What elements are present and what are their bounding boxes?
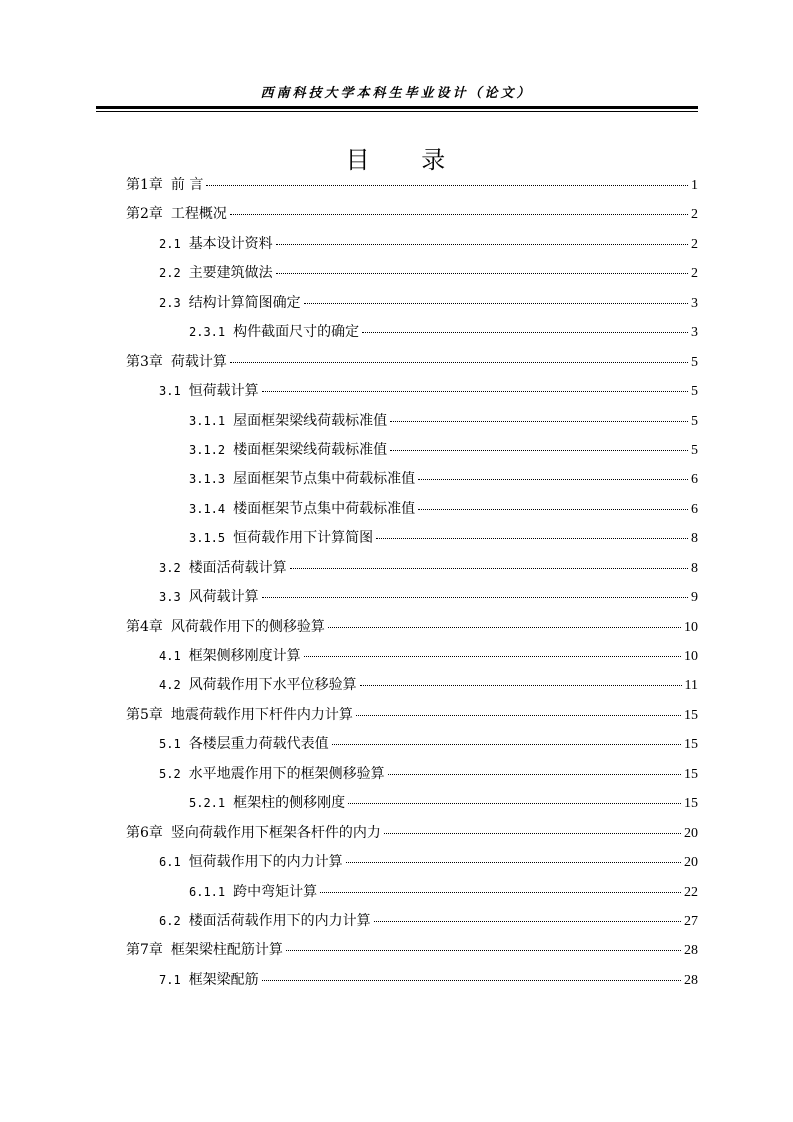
toc-entry-label: 竖向荷载作用下框架各杆件的内力 [170, 824, 381, 841]
toc-dot-leader [348, 803, 681, 804]
toc-dot-leader [362, 332, 688, 333]
toc-dot-leader [388, 774, 681, 775]
toc-entry-page-number: 1 [691, 178, 698, 193]
toc-entry[interactable] [126, 645, 698, 674]
toc-entry[interactable] [126, 174, 698, 203]
toc-entry-page-number: 10 [684, 619, 698, 635]
toc-entry[interactable] [126, 969, 698, 998]
toc-dot-leader [320, 892, 681, 893]
toc-entry-label: 风荷载作用下的侧移验算 [170, 618, 325, 635]
toc-entry-number: 第5章 [126, 706, 163, 723]
toc-entry[interactable] [126, 321, 698, 350]
toc-entry-label: 楼面框架节点集中荷载标准值 [233, 500, 416, 517]
toc-entry[interactable] [126, 498, 698, 527]
toc-entry[interactable] [126, 733, 698, 762]
toc-entry-label: 恒荷载计算 [188, 383, 259, 400]
toc-entry-label: 主要建筑做法 [188, 265, 273, 282]
toc-entry-number: 5.2 [159, 766, 181, 781]
toc-dot-leader [262, 391, 688, 392]
toc-entry-number: 5.1 [159, 737, 181, 752]
toc-entry-label: 荷载计算 [170, 353, 227, 370]
toc-entry[interactable] [126, 468, 698, 497]
toc-entry-number: 3.1.5 [189, 531, 226, 546]
toc-entry[interactable] [126, 616, 698, 645]
toc-dot-leader [332, 744, 681, 745]
toc-entry[interactable] [126, 262, 698, 291]
toc-dot-leader [206, 185, 688, 186]
toc-entry-page-number: 9 [691, 590, 698, 606]
toc-entry[interactable] [126, 380, 698, 409]
toc-entry-page-number: 8 [691, 531, 698, 547]
toc-entry-label: 恒荷载作用下的内力计算 [188, 854, 343, 871]
toc-entry-number: 3.2 [159, 560, 181, 575]
toc-entry[interactable] [126, 439, 698, 468]
toc-entry-label: 屋面框架节点集中荷载标准值 [233, 471, 416, 488]
toc-entry[interactable] [126, 233, 698, 262]
toc-entry-page-number: 5 [691, 384, 698, 400]
table-of-contents [126, 174, 698, 998]
toc-dot-leader [304, 656, 681, 657]
toc-entry-page-number: 2 [691, 236, 698, 252]
toc-dot-leader [262, 597, 688, 598]
toc-entry-number: 第1章 [126, 177, 163, 193]
toc-dot-leader [418, 509, 688, 510]
toc-entry-label: 屋面框架梁线荷载标准值 [233, 412, 388, 429]
header-rule-thick [96, 106, 698, 109]
toc-entry-page-number: 20 [684, 855, 698, 871]
toc-entry[interactable] [126, 881, 698, 910]
toc-dot-leader [360, 685, 682, 686]
toc-entry-number: 6.1.1 [189, 884, 226, 899]
toc-entry-page-number: 5 [691, 442, 698, 458]
toc-entry-page-number: 15 [684, 707, 698, 723]
toc-entry-label: 楼面活荷载计算 [188, 559, 287, 576]
toc-entry-number: 2.2 [159, 266, 181, 281]
toc-entry-label: 跨中弯矩计算 [233, 883, 318, 900]
toc-entry[interactable] [126, 203, 698, 232]
toc-dot-leader [328, 627, 681, 628]
toc-dot-leader [276, 244, 688, 245]
toc-entry-number: 3.1 [159, 384, 181, 399]
toc-entry[interactable] [126, 586, 698, 615]
toc-entry-number: 第3章 [126, 353, 163, 370]
toc-entry-number: 6.1 [159, 855, 181, 870]
toc-entry-number: 第4章 [126, 618, 163, 635]
toc-dot-leader [346, 862, 681, 863]
toc-entry-page-number: 15 [684, 766, 698, 782]
toc-dot-leader [230, 214, 688, 215]
toc-entry-page-number: 15 [684, 737, 698, 753]
header-rule-thin [96, 111, 698, 112]
toc-dot-leader [290, 568, 688, 569]
toc-dot-leader [286, 950, 681, 951]
toc-dot-leader [384, 833, 681, 834]
toc-entry-page-number: 28 [684, 943, 698, 959]
toc-entry-label: 框架梁柱配筋计算 [170, 942, 283, 959]
toc-entry-label: 水平地震作用下的框架侧移验算 [188, 765, 385, 782]
toc-entry-number: 4.1 [159, 649, 181, 663]
toc-entry-number: 第6章 [126, 824, 163, 841]
toc-entry-page-number: 22 [684, 884, 698, 900]
toc-dot-leader [276, 273, 688, 274]
toc-entry-page-number: 28 [684, 972, 698, 988]
toc-entry-label: 各楼层重力荷载代表值 [188, 736, 329, 753]
toc-entry-label: 楼面框架梁线荷载标准值 [233, 441, 388, 458]
toc-entry-number: 5.2.1 [189, 796, 226, 811]
toc-entry-number: 3.1.3 [189, 472, 226, 487]
toc-entry[interactable] [126, 763, 698, 792]
toc-entry-page-number: 11 [684, 678, 698, 694]
toc-entry-number: 7.1 [159, 972, 181, 987]
toc-entry-label: 风荷载作用下水平位移验算 [188, 677, 357, 694]
toc-entry-page-number: 6 [691, 501, 698, 517]
toc-entry[interactable] [126, 557, 698, 586]
toc-entry[interactable] [126, 410, 698, 439]
toc-entry-number: 3.1.4 [189, 501, 226, 516]
toc-entry-number: 3.3 [159, 590, 181, 605]
toc-entry-page-number: 2 [691, 266, 698, 282]
toc-entry-number: 2.1 [159, 236, 181, 251]
toc-entry-page-number: 8 [691, 560, 698, 576]
toc-dot-leader [390, 450, 688, 451]
toc-entry-number: 3.1.1 [189, 413, 226, 428]
toc-entry-page-number: 3 [691, 325, 698, 341]
toc-dot-leader [356, 715, 681, 716]
toc-entry-page-number: 27 [684, 913, 698, 929]
toc-entry-page-number: 10 [684, 649, 698, 664]
toc-entry-page-number: 15 [684, 796, 698, 812]
document-header-title: 西南科技大学本科生毕业设计（论文） [260, 86, 533, 101]
toc-entry-number: 第2章 [126, 206, 163, 223]
toc-entry-page-number: 6 [691, 472, 698, 488]
toc-entry-number: 3.1.2 [189, 442, 226, 457]
toc-dot-leader [304, 303, 688, 304]
toc-entry-label: 风荷载计算 [188, 589, 259, 606]
toc-entry-label: 框架侧移刚度计算 [188, 648, 301, 664]
toc-dot-leader [376, 538, 688, 539]
toc-entry-label: 构件截面尺寸的确定 [233, 324, 360, 341]
toc-entry-page-number: 5 [691, 354, 698, 370]
toc-entry[interactable] [126, 792, 698, 821]
toc-entry[interactable] [126, 527, 698, 556]
toc-dot-leader [262, 980, 681, 981]
toc-entry-number: 2.3.1 [189, 325, 226, 340]
toc-entry[interactable] [126, 292, 698, 321]
toc-entry[interactable] [126, 704, 698, 733]
toc-entry-label: 工程概况 [170, 206, 227, 223]
toc-dot-leader [374, 921, 681, 922]
toc-entry-label: 地震荷载作用下杆件内力计算 [170, 706, 353, 723]
toc-entry-number: 6.2 [159, 913, 181, 928]
toc-entry-page-number: 20 [684, 825, 698, 841]
toc-entry[interactable] [126, 851, 698, 880]
toc-entry-page-number: 2 [691, 207, 698, 223]
toc-entry-label: 前 言 [170, 177, 204, 193]
toc-entry[interactable] [126, 351, 698, 380]
toc-entry[interactable] [126, 822, 698, 851]
toc-entry-label: 基本设计资料 [188, 235, 273, 252]
toc-entry-number: 第7章 [126, 942, 163, 959]
toc-entry-number: 2.3 [159, 295, 181, 310]
toc-entry-label: 结构计算简图确定 [188, 294, 301, 311]
toc-entry[interactable] [126, 939, 698, 968]
toc-entry-label: 恒荷载作用下计算简图 [233, 530, 374, 547]
toc-entry-page-number: 3 [691, 295, 698, 311]
toc-dot-leader [230, 362, 688, 363]
toc-entry-label: 框架梁配筋 [188, 971, 259, 988]
toc-entry-page-number: 5 [691, 413, 698, 429]
toc-dot-leader [390, 421, 688, 422]
toc-dot-leader [418, 479, 688, 480]
toc-entry-label: 框架柱的侧移刚度 [233, 795, 346, 812]
toc-entry[interactable] [126, 674, 698, 703]
toc-entry-label: 楼面活荷载作用下的内力计算 [188, 912, 371, 929]
toc-title: 目 录 [345, 146, 468, 174]
toc-entry[interactable] [126, 910, 698, 939]
toc-entry-number: 4.2 [159, 678, 181, 693]
